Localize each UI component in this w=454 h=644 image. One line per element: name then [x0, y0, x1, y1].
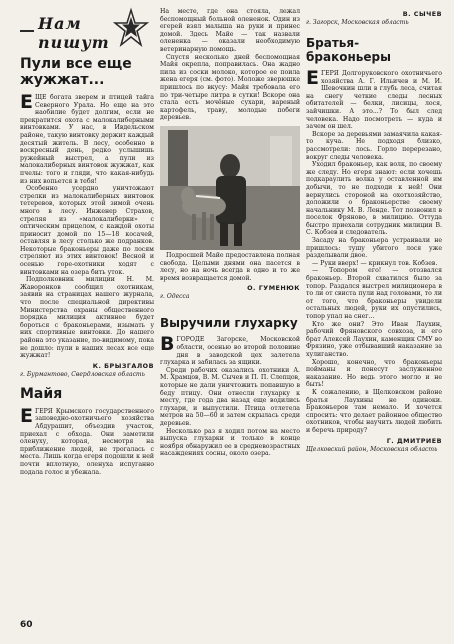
column-left — [20, 8, 154, 476]
paragraph: Среди рабочих оказались охотники А. М. Храмцов, В. М. Сычев и П. П. Слепцов, которые не дали уничтожить попавшую в беду птицу. Они отнесли глухарку к месту, где года два назад еще водились глухари, и выпустили. Птица отлетела метров на 50—60 и затем скрылась среди деревьев. — [160, 366, 300, 427]
paragraph: Подполковник милиции Н. М. Жаворонков сообщил охотникам, заявив на страницах нашего журнала, что после специальной директивы Министерства охраны общественного порядка милиция активнее будет бороться с браконьерами, изымать у них спортивные винтовки. До нашего района это указание, по-видимому, пока не дошло: пули в наших лесах все еще жужжат! — [20, 276, 154, 360]
author-signature: В. СЫЧЕВ — [402, 10, 442, 18]
paragraph: ЩЕ богата зверем и птицей тайга Северного Урала. Но еще на это наобилие будет долгим, если не прекратится охота с малокалиберными винтовками. У нас, в Ивдельском районе, такую винтовку держит каждый десятый житель. В лесу, особенно в воскресный день, редко услышишь ружейный выстрел, а пули из малокалиберных винтовок жужжат, как пчелы: того и гляди, что какая-нибудь из них вопьется в тебя! — [20, 94, 154, 185]
page-number: 60 — [20, 620, 33, 630]
author-place: г. Загорск, Московская область — [306, 19, 409, 26]
drop-cap: В — [160, 333, 175, 356]
paragraph: Спустя несколько дней беспомощная Майя окрепла, поправилась. Она жадно пила из соски молоко, которое ее поила жена егеря (см. фото). Моложе зверюшке пришлось по вкусу: Майя требовала его по три-четыре литра в сутки! Вскоре она стала есть мочёные сухари, вареный картофель, траву, молодые побеги деревьев. — [160, 53, 300, 122]
article-title-gluhar: Выручили глухарку — [160, 316, 298, 331]
paragraph: ГОРОДЕ Загорске, Московской области, осенью во второй половине дня в заводской цех залетела глухарка и забилась за ящики. — [160, 336, 300, 367]
rubric-banner — [20, 8, 154, 50]
column-right — [306, 8, 442, 453]
paragraph: Кто же они? Это Иван Лаухин, рабочий Фряновского совхоза, и его брат Алексей Лаухин, каменщик СМУ во Фрязино, уже отбывавший наказание за хулиганство. — [306, 320, 442, 358]
column-middle — [160, 8, 300, 122]
paragraph: Хорошо, конечно, что браконьеры пойманы и понесут заслуженное наказание. Но ведь этого могло и не быть! — [306, 358, 442, 389]
column-middle-lower — [160, 252, 300, 458]
paragraph: Засаду на браконьера устраивали не пришлось: тушу убитого лося уже разделывали двое. — [306, 237, 442, 260]
article-title-puli: Пули все еще жужжат... — [20, 56, 132, 88]
drop-cap: Е — [306, 67, 319, 89]
paragraph: Уходил браконьер, как волк, по своему же следу. Но егеря знают: если хочешь подкараулить волка у оставленной им добычи, то не подходи к ней! Они вернулись стороной на охотхозяйство, доложили о браконьерстве своему начальнику М. В. Ленде. Тот позвонил в поселок Фряново, в милицию. Оттуда быстро приехали сотрудник милиции В. С. Кобзев и следователь. — [306, 161, 442, 237]
paragraph: К сожалению, в Щелковском районе братья Лаухины не одиноки. Браконьеров там немало. И хочется спросить: что делает районное общество охотников, чтобы научить людей любить и беречь природу? — [306, 388, 442, 434]
paragraph: Особенно усердно уничтожают стрелки из малокалиберных винтовок тетеревов, которых этой зимой очень много в лесу. Инженер Страхов, стреляя из «малокалиберки» с оптическим прицелом, с каждой охоты приносит домой по 15—18 косачей, оставляя в лесу столько же подранков. Некоторые браконьеры даже по лосям стреляют из этих винтовок! Весной и осенью горе-охотники ходят с винтовками на озера бить уток. — [20, 185, 154, 276]
drop-cap: Е — [20, 91, 33, 113]
paragraph: На месте, где она стояла, лежал беспомощный больной олененок. Один из егерей взял малыша на руки и принес домой. Здесь Майе — так назвали олененка — оказали необходимую ветеринарную помощь. — [160, 8, 300, 53]
paragraph: Несколько раз я ходил потом на место выпуска глухарки и только в конце ноября обнаружил ее в средневозрастных насаждениях сосны, около озера. — [160, 427, 300, 458]
article-title-maya: Майя — [20, 385, 63, 402]
paragraph: Вскоре за деревьями замаячила какая-то куча. Не подходя близко, рассмотрели: лось. Горло перерезано, вокруг следы человека. — [306, 130, 442, 161]
paragraph: ГЕРЯ Долгоруковского охотничьего хозяйства А. Г. Ильичев и М. И. Шевочкин шли в глубь леса, считая на снегу четкие следы лесных обитателей — белки, лисицы, лося, зайчишки. А это...? То был след человека. Надо посмотреть — куда и зачем он шел. — [306, 70, 442, 131]
author-place: Щелковский район, Московская область — [306, 445, 438, 453]
article-title-brat: Братья-браконьеры — [306, 36, 391, 64]
author-signature: К. БРЫЗГАЛОВ — [92, 361, 154, 370]
photo-deer-feeding — [160, 126, 300, 250]
author-signature: Г. ДМИТРИЕВ — [386, 436, 442, 445]
star-icon — [114, 8, 148, 48]
author-signature: О. ГУМЕНЮК — [247, 284, 300, 293]
drop-cap: Е — [20, 404, 33, 427]
paragraph: — Руки вверх! — крикнул тов. Кобзев. — [312, 259, 438, 267]
author-place: г. Одесса — [160, 293, 190, 301]
rubric-title: Нам пишут — [34, 14, 154, 52]
paragraph: — Топором его! — отозвался браконьер. Второй схватился было за топор. Раздался выстрел милиционера в то ли от свиста пули над головами, то ли от того, что браконьеры увидели остальных людей, руки их опустились, топор упал на снег... — [306, 267, 442, 320]
paragraph: ГЕРЯ Крымского государственного заповедно-охотничьего хозяйства Абдурашит, объездив участок, приехал с обхода. Они заметили оленуху, которая, несмотря на приближение людей, не трогалась с места. Лишь когда егеря подошли к ней почти вплотную, оленуха испуганно подала голос и убежала. — [20, 407, 154, 476]
author-place: г. Бурмантово, Свердловская область — [20, 370, 145, 378]
paragraph: Подросшей Майе предоставлена полная свобода. Целыми днями она пасется в лесу, но на ночь всегда в одно и то же время возвращается домой. — [160, 252, 300, 282]
